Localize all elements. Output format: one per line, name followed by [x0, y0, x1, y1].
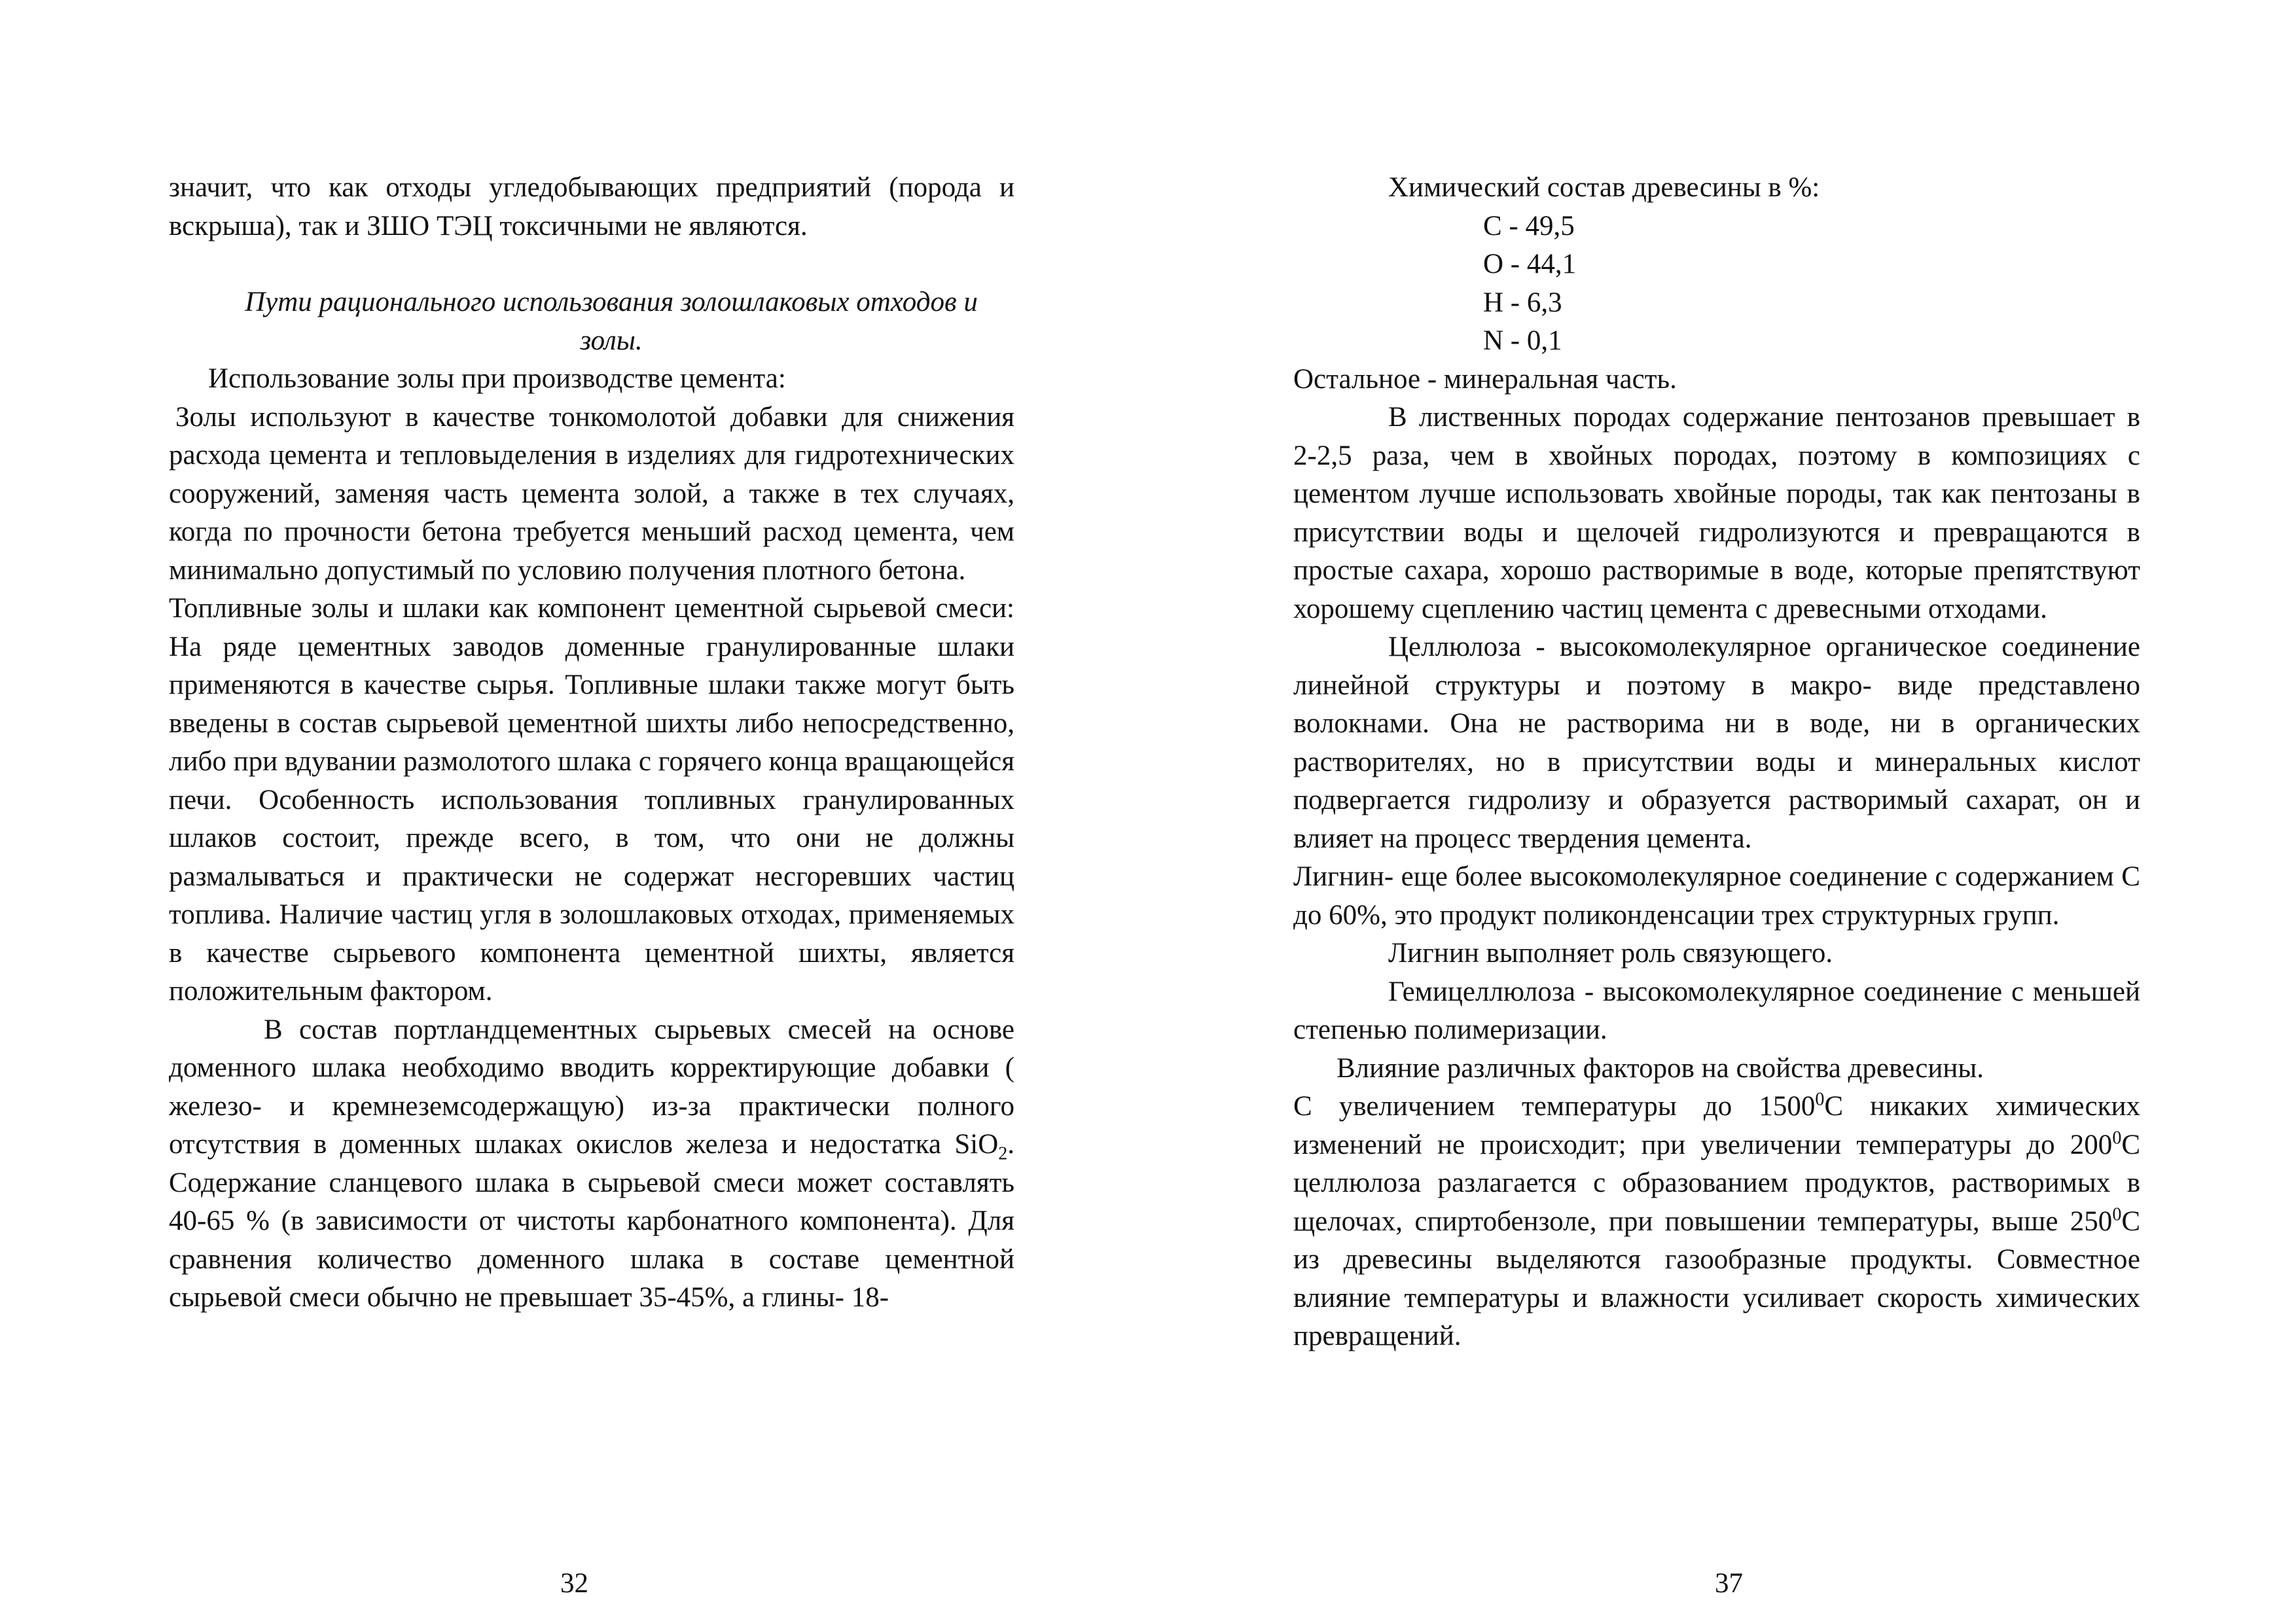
composition-item: С - 49,5: [1483, 210, 1575, 241]
subscript: 2: [998, 1143, 1008, 1164]
paragraph: Гемицеллюлоза - высокомолекулярное соединение с меньшей степенью полимеризации.: [1293, 976, 2140, 1045]
paragraph: Топливные золы и шлаки как компонент цементной сырьевой смеси: На ряде цементных заводов доменные гранулированные шлаки применяются в качестве сырья. Топливные шлаки также могут быть введены в состав сырьевой цементной шихты либо непосредственно, либо при вдувании размолотого шлака с горячего конца вращающейся печи. Особенность использования топливных гранулированных шлаков состоит, прежде всего, в том, что они не должны размалываться и практически не содержат несгоревших частиц топлива. Наличие частиц угля в золошлаковых отходах, применяемых в качестве сырьевого компонента цементной шихты, является положительным фактором.: [169, 593, 1014, 1007]
section-heading: Пути рационального использования золошлаковых отходов и золы.: [245, 287, 978, 356]
composition-item: Н - 6,3: [1483, 287, 1562, 318]
page-number: 37: [1715, 1568, 1743, 1599]
paragraph: Целлюлоза - высокомолекулярное органическое соединение линейной структуры и поэтому в макро- виде представлено волокнами. Она не растворима ни в воде, ни в органических растворителях, но в присутствии воды и минеральных кислот подвергается гидролизу и образуется растворимый сахарат, он и влияет на процесс твердения цемента.: [1293, 632, 2140, 854]
page-number: 32: [560, 1568, 588, 1599]
paragraph: значит, что как отходы угледобывающих предприятий (порода и вскрыша), так и ЗШО ТЭЦ токсичными не являются.: [169, 172, 1014, 241]
right-page: [1148, 0, 2296, 1623]
superscript: 0: [2112, 1128, 2122, 1149]
left-page-text: [169, 169, 1014, 1317]
text-run: С целлюлоза разлагается с образованием продуктов, растворимых в щелочах, спиртобензоле, при повышении температуры, выше 250: [1293, 1129, 2140, 1237]
text-run: . Содержание сланцевого шлака в сырьевой смеси может составлять 40-65 % (в зависимости от чистоты карбонатного компонента). Для сравнения количество доменного шлака в составе цементной сырьевой смеси обычно не превышает 35-45%, а глины- 18-: [169, 1129, 1014, 1313]
spacer: [169, 245, 1014, 283]
paragraph: [1293, 1088, 2140, 1356]
superscript: 0: [1815, 1089, 1825, 1110]
text-run: С из древесины выделяются газообразные продукты. Совместное влияние температуры и влажности усиливает скорость химических превращений.: [1293, 1205, 2140, 1351]
paragraph: Остальное - минеральная часть.: [1293, 363, 1677, 395]
subheading: Влияние различных факторов на свойства древесины.: [1336, 1052, 1984, 1084]
composition-title: Химический состав древесины в %:: [1388, 172, 1820, 203]
superscript: 0: [2112, 1204, 2122, 1225]
composition-item: О - 44,1: [1483, 249, 1577, 279]
text-run: С никаких химических изменений не происходит; при увеличении температуры до 200: [1293, 1091, 2140, 1160]
paragraph: [169, 1011, 1014, 1317]
text-run: В состав портландцементных сырьевых смесей на основе доменного шлака необходимо вводить корректирующие добавки ( железо- и кремнеземсодержащую) из-за практически полного отсутствия в доменных шлаках окислов железа и недостатка SiO: [169, 1014, 1014, 1160]
paragraph: Золы используют в качестве тонкомолотой добавки для снижения расхода цемента и тепловыделения в изделиях для гидротехнических сооружений, заменяя часть цемента золой, а также в тех случаях, когда по прочности бетона требуется меньший расход цемента, чем минимально допустимый по условию получения плотного бетона.: [169, 401, 1014, 586]
composition-item: N - 0,1: [1483, 325, 1562, 356]
paragraph: Лигнин- еще более высокомолекулярное соединение с содержанием С до 60%, это продукт поликонденсации трех структурных групп.: [1293, 861, 2140, 931]
text-run: С увеличением температуры до 1500: [1293, 1091, 1816, 1122]
paragraph: Лигнин выполняет роль связующего.: [1388, 938, 1833, 969]
subheading: Использование золы при производстве цемента:: [208, 363, 786, 394]
right-page-text: [1293, 169, 2140, 1356]
paragraph: В лиственных породах содержание пентозанов превышает в 2-2,5 раза, чем в хвойных породах, поэтому в композициях с цементом лучше использовать хвойные породы, так как пентозаны в присутствии воды и щелочей гидролизуются и превращаются в простые сахара, хорошо растворимые в воде, которые препятствуют хорошему сцеплению частиц цемента с древесными отходами.: [1293, 402, 2140, 624]
